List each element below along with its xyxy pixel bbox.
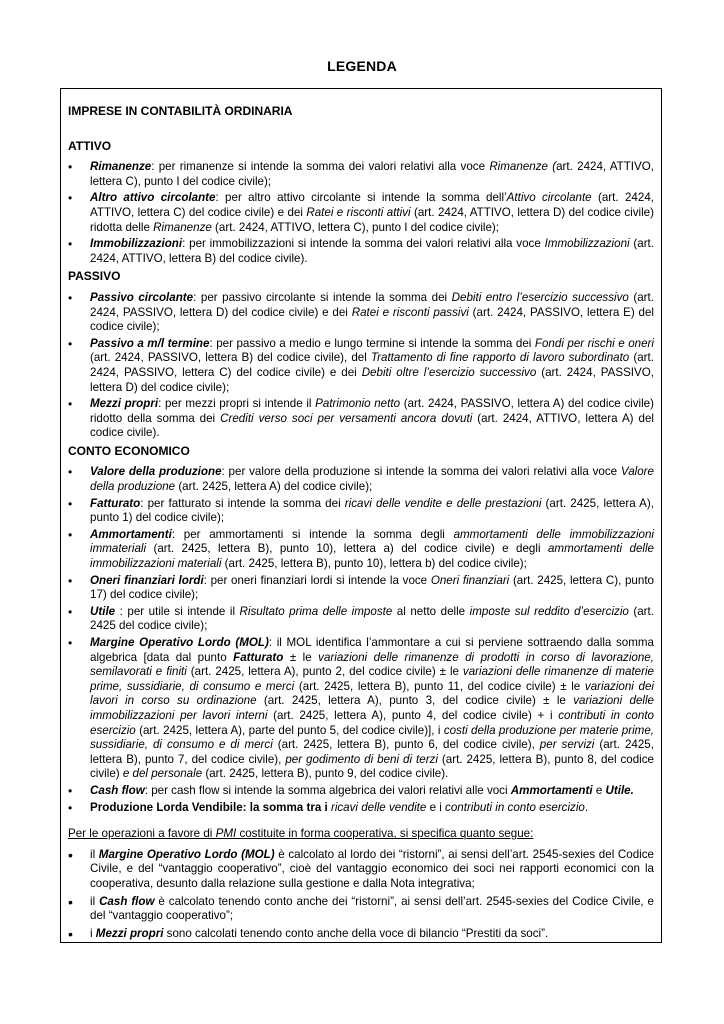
section-heading-attivo: ATTIVO — [68, 138, 112, 153]
list-item: • Cash flow: per cash flow si intende la somma algebrica dei valori relativi alle voci Ammortamenti e Utile. — [68, 784, 654, 799]
cooperative-note: Per le operazioni a favore di PMI costituite in forma cooperativa, si specifica quanto segue: — [68, 827, 534, 841]
section-heading-conto-economico: CONTO ECONOMICO — [68, 443, 190, 458]
list-attivo — [68, 160, 654, 266]
list-item: • Immobilizzazioni: per immobilizzazioni si intende la somma dei valori relativi alla voce Immobilizzazioni (art. 2424, ATTIVO, lettera B) del codice civile). — [68, 237, 654, 266]
list-item: • Passivo circolante: per passivo circolante si intende la somma dei Debiti entro l’esercizio successivo (art. 2424, PASSIVO, lettera D) del codice civile) e dei Ratei e risconti passivi (art. 2424, PASSIVO, lettera E) del codice civile); — [68, 291, 654, 335]
list-item: • il Margine Operativo Lordo (MOL) è calcolato al lordo dei “ristorni”, ai sensi dell’art. 2545-sexies del Codice Civile, e del “vantaggio cooperativo”, cioè del vantaggio economico dei soci nei rapporti economici con la cooperativa, desunto dalla relazione sulla gestione e dalla Nota integrativa; — [68, 848, 654, 892]
list-item: • Ammortamenti: per ammortamenti si intende la somma degli ammortamenti delle immobilizzazioni immateriali (art. 2425, lettera B), punto 10), lettera a) del codice civile) e degli ammortamenti delle immobilizzazioni materiali (art. 2425, lettera B), punto 10), lettera b) del codice civile); — [68, 528, 654, 572]
list-item: • Margine Operativo Lordo (MOL): il MOL identifica l’ammontare a cui si perviene sottraendo dalla somma algebrica [data dal punto Fatturato ± le variazioni delle rimanenze di prodotti in corso di lavorazione, semilavorati e finiti (art. 2425, lettera A), punto 2, del codice civile) ± le variazioni delle rimanenze di materie prime, sussidiarie, di consumo e merci (art. 2425, lettera B), punto 11, del codice civile) ± le variazioni dei lavori in corso su ordinazione (art. 2425, lettera A), punto 3, del codice civile) ± le variazioni delle immobilizzazioni per lavori interni (art. 2425, lettera A), punto 4, del codice civile) + i contributi in conto esercizio (art. 2425, lettera A), parte del punto 5, del codice civile)], i costi della produzione per materie prime, sussidiarie, di consumo e di merci (art. 2425, lettera B), punto 6, del codice civile), per servizi (art. 2425, lettera B), punto 7, del codice civile), per godimento di beni di terzi (art. 2425, lettera B), punto 8, del codice civile) e del personale (art. 2425, lettera B), punto 9, del codice civile). — [68, 636, 654, 782]
list-item: • Utile : per utile si intende il Risultato prima delle imposte al netto delle imposte sul reddito d’esercizio (art. 2425 del codice civile); — [68, 605, 654, 634]
list-item: • Produzione Lorda Vendibile: la somma tra i ricavi delle vendite e i contributi in conto esercizio. — [68, 801, 654, 816]
list-item: • Passivo a m/l termine: per passivo a medio e lungo termine si intende la somma dei Fondi per rischi e oneri (art. 2424, PASSIVO, lettera B) del codice civile), del Trattamento di fine rapporto di lavoro subordinato (art. 2424, PASSIVO, lettera C) del codice civile) e dei Debiti oltre l’esercizio successivo (art. 2424, PASSIVO, lettera D) del codice civile); — [68, 337, 654, 395]
list-item: • Oneri finanziari lordi: per oneri finanziari lordi si intende la voce Oneri finanziari (art. 2425, lettera C), punto 17) del codice civile); — [68, 574, 654, 603]
list-item: • Fatturato: per fatturato si intende la somma dei ricavi delle vendite e delle prestazioni (art. 2425, lettera A), punto 1) del codice civile); — [68, 497, 654, 526]
list-conto-economico — [68, 465, 654, 815]
list-item: • i Mezzi propri sono calcolati tenendo conto anche della voce di bilancio “Prestiti da soci”. — [68, 927, 654, 942]
page-title: LEGENDA — [327, 58, 397, 74]
list-item: • il Cash flow è calcolato tenendo conto anche dei “ristorni”, ai sensi dell’art. 2545-sexies del Codice Civile, e del “vantaggio cooperativo”; — [68, 895, 654, 924]
list-item: • Valore della produzione: per valore della produzione si intende la somma dei valori relativi alla voce Valore della produzione (art. 2425, lettera A) del codice civile); — [68, 465, 654, 494]
section-heading-passivo: PASSIVO — [68, 269, 121, 284]
list-cooperative — [68, 848, 654, 942]
legend-box — [60, 88, 662, 943]
list-passivo — [68, 291, 654, 441]
list-item: • Altro attivo circolante: per altro attivo circolante si intende la somma dell’Attivo circolante (art. 2424, ATTIVO, lettera C) del codice civile) e dei Ratei e risconti attivi (art. 2424, ATTIVO, lettera D) del codice civile) ridotta delle Rimanenze (art. 2424, ATTIVO, lettera C), punto I del codice civile); — [68, 191, 654, 235]
list-item: • Rimanenze: per rimanenze si intende la somma dei valori relativi alla voce Rimanenze (art. 2424, ATTIVO, lettera C), punto I del codice civile); — [68, 160, 654, 189]
box-heading: IMPRESE IN CONTABILITÀ ORDINARIA — [68, 104, 293, 118]
list-item: • Mezzi propri: per mezzi propri si intende il Patrimonio netto (art. 2424, PASSIVO, lettera A) del codice civile) ridotto della somma dei Crediti verso soci per versamenti ancora dovuti (art. 2424, ATTIVO, lettera A) del codice civile). — [68, 397, 654, 441]
